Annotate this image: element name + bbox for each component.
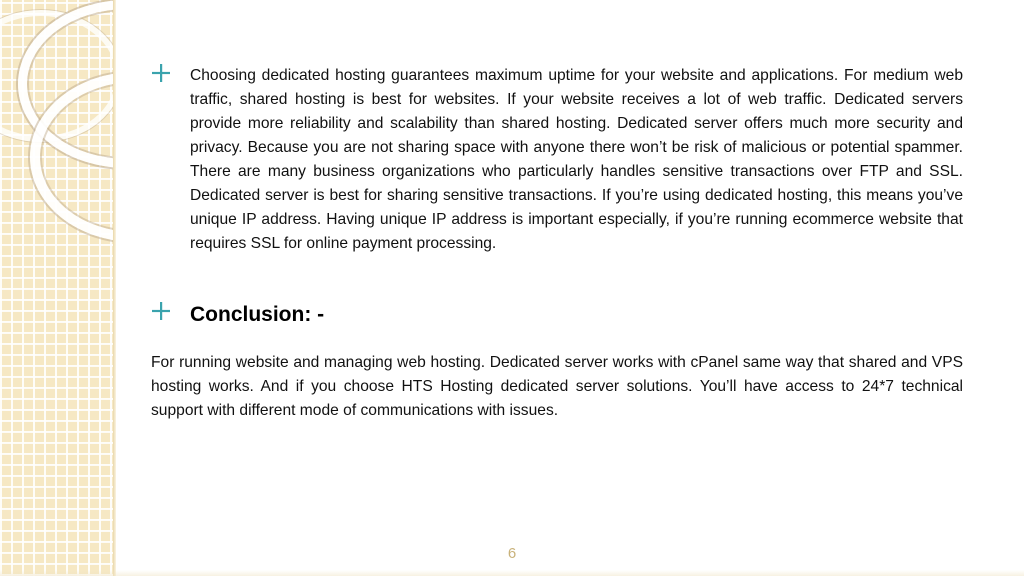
conclusion-paragraph: For running website and managing web hosting. Dedicated server works with cPanel same way that shared and VPS hosting works. And if you choose HTS Hosting dedicated server solutions. You’ll have access to 24*7 technical support with different mode of communications with issues. [151, 354, 963, 419]
decorative-side-panel [0, 0, 113, 576]
bottom-strip [0, 570, 1024, 576]
page-number: 6 [507, 545, 517, 562]
side-panel-edge [113, 0, 116, 576]
body-paragraph: Choosing dedicated hosting guarantees maximum uptime for your website and applications. For medium web traffic, shared hosting is best for websites. If your website receives a lot of web traffic. Dedicated servers provide more reliability and scalability than shared hosting. Dedicated server offers much more security and privacy. Because you are not sharing space with anyone there won’t be risk of malicious or potential spammer. There are many business organizations who particularly handles sensitive transactions over FTP and SSL. Dedicated server is best for sharing sensitive transactions. If you’re using dedicated hosting, this means you’ve unique IP address. Having unique IP address is important especially, if you’re running ecommerce website that requires SSL for online payment processing. [190, 67, 963, 252]
plus-icon [150, 62, 172, 84]
section-heading: Conclusion: - [190, 303, 325, 326]
plus-icon [150, 300, 172, 322]
